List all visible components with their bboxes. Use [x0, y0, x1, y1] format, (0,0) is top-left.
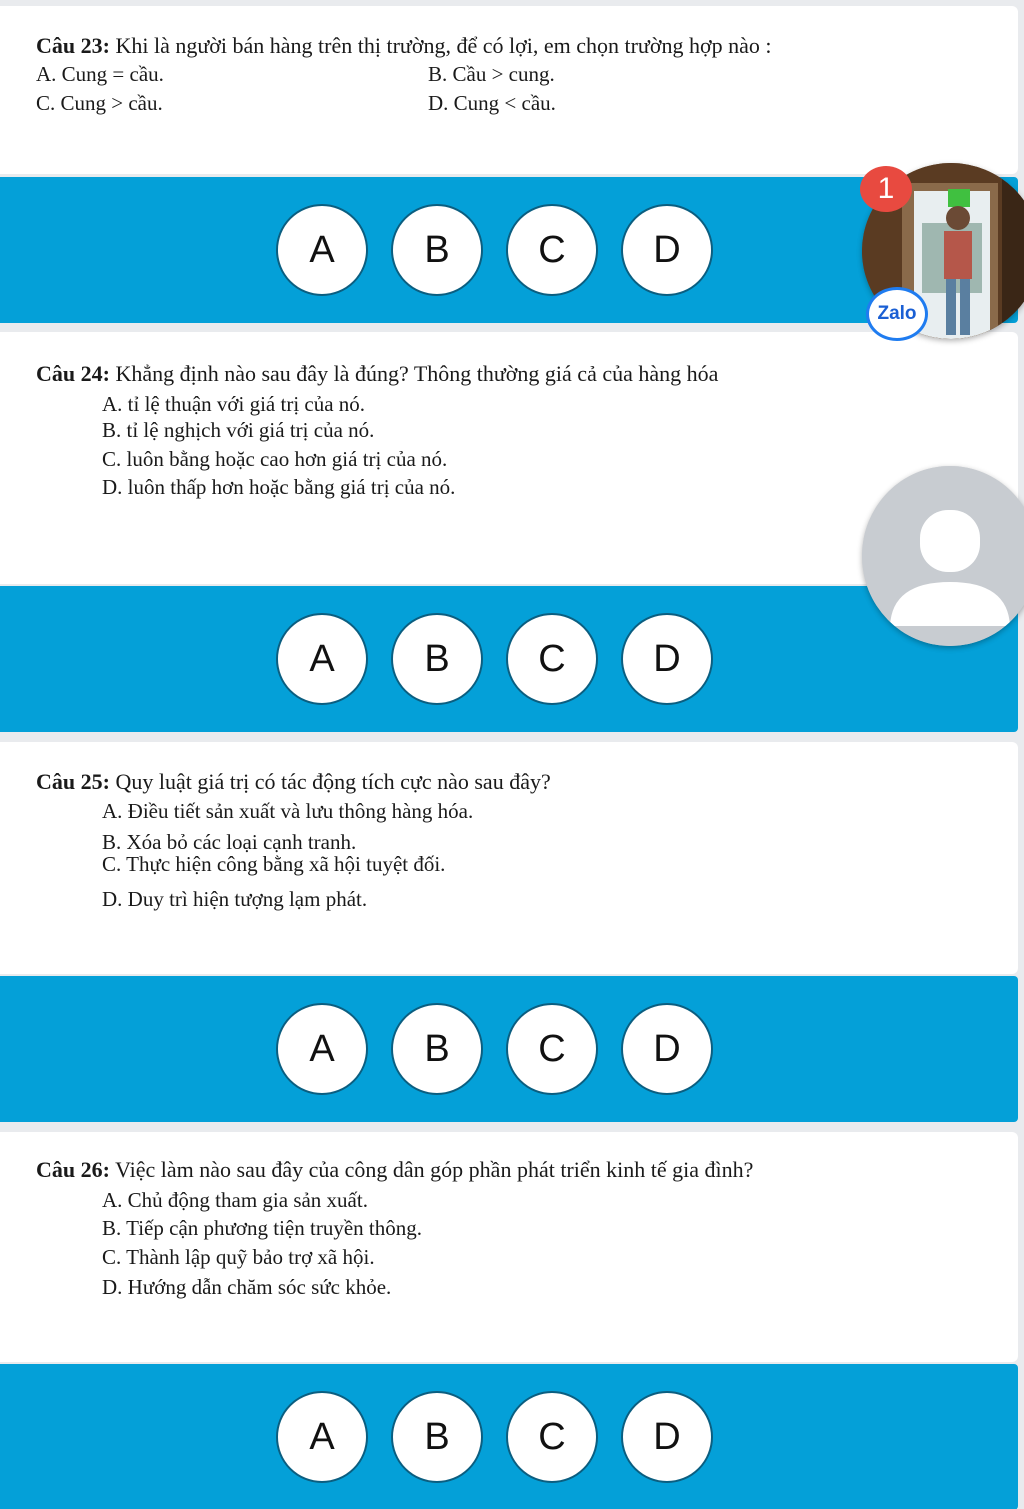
- question-title: [36, 1156, 753, 1184]
- answer-bar-26: [0, 1364, 1018, 1509]
- option-b: B. Cầu > cung.: [428, 62, 555, 86]
- question-text: Việc làm nào sau đây của công dân góp phần phát triển kinh tế gia đình?: [115, 1157, 754, 1182]
- answer-button-b[interactable]: B: [391, 204, 483, 296]
- question-title: [36, 32, 772, 60]
- option-b: B. Tiếp cận phương tiện truyền thông.: [102, 1216, 422, 1240]
- answer-bar-25: [0, 976, 1018, 1122]
- default-avatar-icon: [862, 466, 1024, 646]
- option-a: A. Cung = cầu.: [36, 62, 164, 86]
- option-b: B. tỉ lệ nghịch với giá trị của nó.: [102, 418, 375, 442]
- answer-button-d[interactable]: D: [621, 613, 713, 705]
- question-text: Quy luật giá trị có tác động tích cực nào sau đây?: [115, 769, 551, 794]
- question-text: Khẳng định nào sau đây là đúng? Thông thường giá cả của hàng hóa: [115, 361, 719, 386]
- answer-button-b[interactable]: B: [391, 1003, 483, 1095]
- answer-button-d[interactable]: D: [621, 1003, 713, 1095]
- option-c: C. luôn bằng hoặc cao hơn giá trị của nó.: [102, 447, 448, 471]
- answer-button-c[interactable]: C: [506, 204, 598, 296]
- option-c: C. Thành lập quỹ bảo trợ xã hội.: [102, 1245, 375, 1269]
- zalo-logo-icon: Zalo: [866, 287, 928, 341]
- option-c: C. Thực hiện công bằng xã hội tuyệt đối.: [102, 852, 446, 876]
- notification-badge: 1: [860, 166, 912, 212]
- contact-chat-head[interactable]: [862, 466, 1024, 646]
- question-title: [36, 768, 551, 796]
- answer-button-d[interactable]: D: [621, 1391, 713, 1483]
- option-d: D. luôn thấp hơn hoặc bằng giá trị của nó.: [102, 475, 456, 499]
- answer-button-c[interactable]: C: [506, 613, 598, 705]
- answer-button-c[interactable]: C: [506, 1391, 598, 1483]
- option-b: B. Xóa bỏ các loại cạnh tranh.: [102, 830, 357, 854]
- question-title: [36, 360, 718, 388]
- answer-button-d[interactable]: D: [621, 204, 713, 296]
- option-a: A. Chủ động tham gia sản xuất.: [102, 1188, 368, 1212]
- question-number: Câu 24:: [36, 361, 110, 386]
- answer-button-a[interactable]: A: [276, 613, 368, 705]
- question-card-23: [0, 6, 1018, 174]
- answer-button-a[interactable]: A: [276, 1391, 368, 1483]
- option-a: A. tỉ lệ thuận với giá trị của nó.: [102, 392, 366, 416]
- question-text: Khi là người bán hàng trên thị trường, để có lợi, em chọn trường hợp nào :: [115, 33, 772, 58]
- question-card-26: [0, 1132, 1018, 1362]
- answer-bar-24: [0, 586, 1018, 732]
- answer-button-b[interactable]: B: [391, 613, 483, 705]
- option-a: A. Điều tiết sản xuất và lưu thông hàng hóa.: [102, 799, 474, 823]
- question-number: Câu 25:: [36, 769, 110, 794]
- option-d: D. Cung < cầu.: [428, 91, 556, 115]
- option-c: C. Cung > cầu.: [36, 91, 163, 115]
- answer-button-c[interactable]: C: [506, 1003, 598, 1095]
- option-d: D. Hướng dẫn chăm sóc sức khỏe.: [102, 1275, 392, 1299]
- option-d: D. Duy trì hiện tượng lạm phát.: [102, 887, 368, 911]
- question-number: Câu 26:: [36, 1157, 110, 1182]
- answer-button-a[interactable]: A: [276, 204, 368, 296]
- question-number: Câu 23:: [36, 33, 110, 58]
- answer-button-b[interactable]: B: [391, 1391, 483, 1483]
- answer-button-a[interactable]: A: [276, 1003, 368, 1095]
- question-card-25: [0, 742, 1018, 974]
